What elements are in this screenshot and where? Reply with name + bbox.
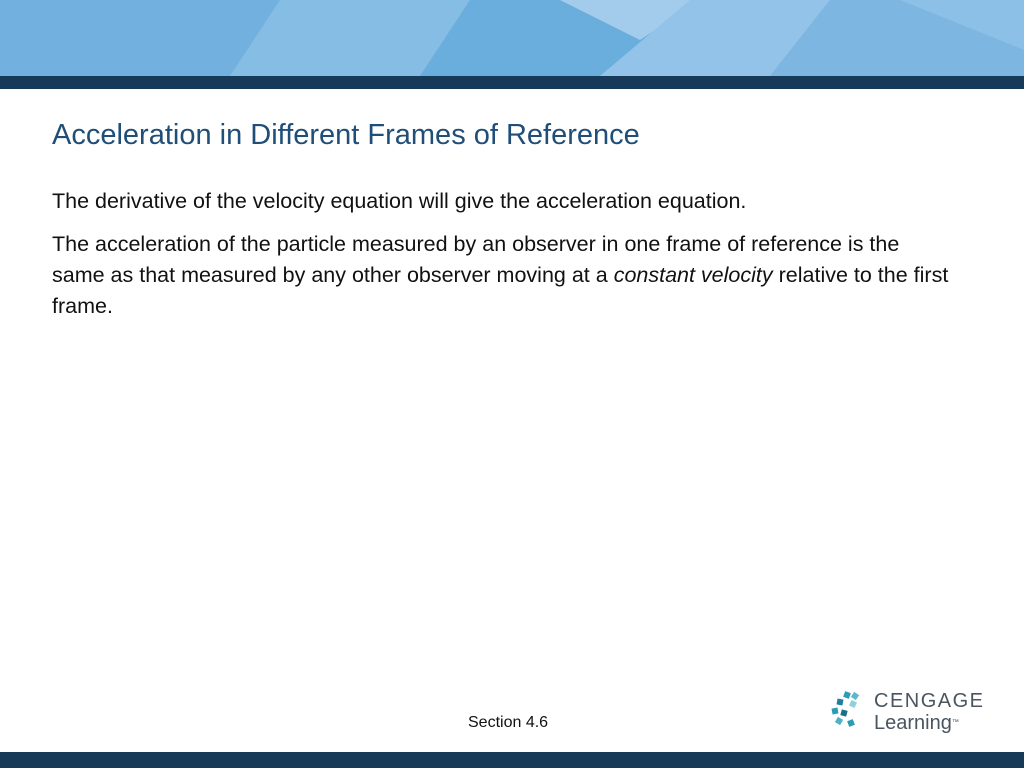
paragraph-frames-end: relative to the first frame. xyxy=(52,263,949,318)
paragraph-frames xyxy=(52,229,952,322)
logo-trademark: ™ xyxy=(951,719,959,726)
logo-wordmark xyxy=(874,690,985,734)
emphasis-constant-velocity: constant velocity xyxy=(613,263,773,287)
logo-text-learning-word: Learning xyxy=(874,712,952,734)
logo-text-cengage: CENGAGE xyxy=(874,690,985,712)
header-rule xyxy=(0,76,1024,89)
cengage-logo-icon xyxy=(830,690,868,730)
section-label: Section 4.6 xyxy=(468,714,549,731)
paragraph-derivative: The derivative of the velocity equation will give the acceleration equation. xyxy=(52,189,747,213)
footer-rule xyxy=(0,752,1024,768)
slide-title: Acceleration in Different Frames of Reference xyxy=(52,119,640,151)
slide-body xyxy=(52,186,952,334)
cengage-logo xyxy=(830,688,985,738)
header-banner xyxy=(0,0,1024,76)
paragraph-frames-start: The acceleration of the particle measured by an observer in one frame of reference is the same as that measured by any other observer moving at a xyxy=(52,232,900,287)
banner-graphic xyxy=(0,0,1024,76)
logo-text-learning xyxy=(874,712,985,734)
